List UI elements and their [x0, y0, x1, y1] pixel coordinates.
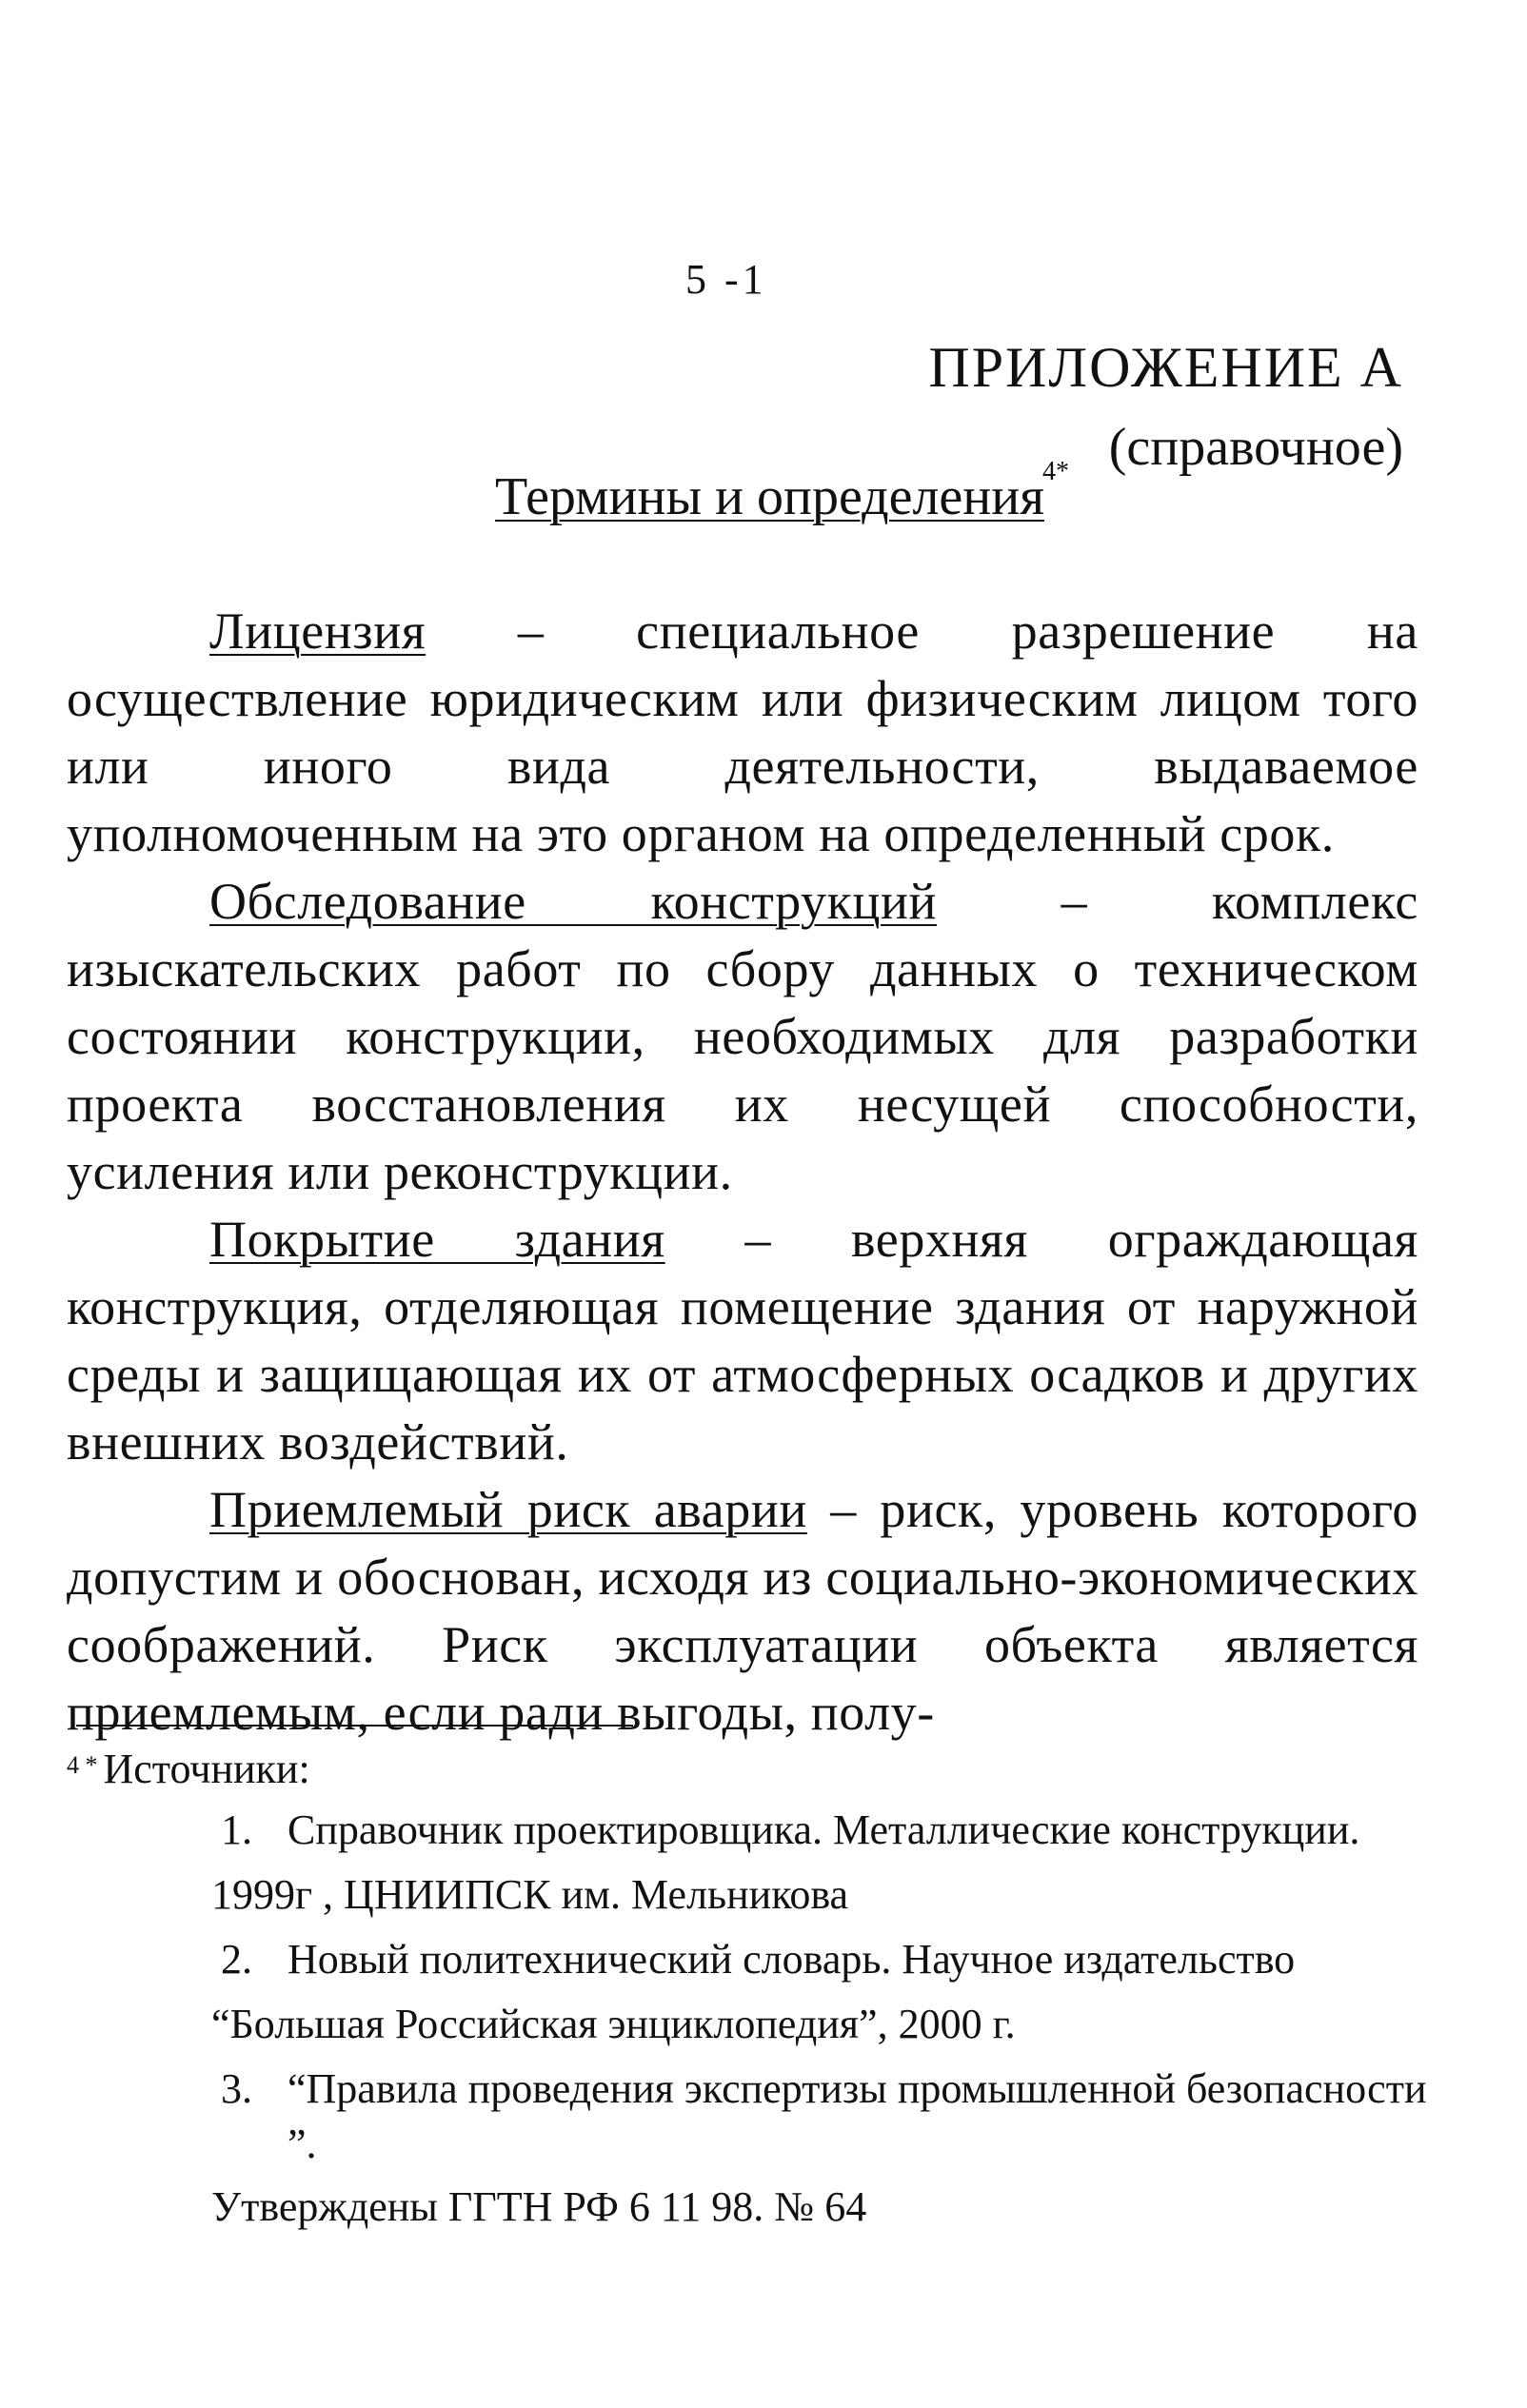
footnote-reference: 4* [1041, 457, 1069, 486]
definition-term: Покрытие здания [209, 1211, 665, 1268]
definition-text: – верхняя ограждающая конструкция, отделяющая помещение здания от наружной среды и защищающая их от атмосферных осадков и других внешних воздействий. [67, 1211, 1418, 1470]
definition-text: – риск, уровень которого допустим и обоснован, исходя из социально-экономических соображений. Риск эксплуатации объекта является приемлемым, если ради выгоды, полу- [67, 1481, 1419, 1741]
source-publisher: “Большая Российская энциклопедия”, 2000 г. [211, 2001, 1016, 2047]
source-item [67, 1932, 1430, 2052]
definition-term: Приемлемый риск аварии [209, 1481, 807, 1538]
definition-paragraph [67, 868, 1418, 1206]
definition-term: Обследование конструкций [209, 873, 937, 930]
definition-paragraph [67, 1206, 1418, 1476]
source-number: 3. [221, 2065, 252, 2112]
definition-term: Лицензия [209, 602, 426, 660]
definition-text: – комплекс изыскательских работ по сбору данных о техническом состоянии конструкции, необходимых для разработки проекта восстановления их несущей способности, усиления или реконструкции. [67, 873, 1418, 1200]
section-heading [495, 457, 1071, 527]
source-item [67, 2062, 1430, 2172]
source-number: 2. [221, 1936, 252, 1983]
footnote-marker: 4 * [67, 1751, 98, 1779]
definition-paragraph [67, 1476, 1418, 1747]
footnote-heading-text: Источники: [103, 1746, 310, 1792]
definition-text: – специальное разрешение на осуществление юридическим или физическим лицом того или иного вида деятельности, выдаваемое уполномоченным на это органом на определенный срок. [67, 602, 1418, 862]
appendix-title: ПРИЛОЖЕНИЕ А [928, 336, 1403, 399]
footnote-divider [76, 1725, 633, 1727]
source-text: Справочник проектировщика. Металлические конструкции. [288, 1806, 1360, 1853]
approval-note: Утверждены ГГТН РФ 6 11 98. № 64 [211, 2183, 867, 2230]
footnote-block [67, 1742, 1427, 2235]
section-heading-text: Термины и определения [495, 467, 1044, 526]
page-number: 5 -1 [685, 256, 767, 303]
definition-paragraph [67, 598, 1418, 868]
footnote-heading [67, 1742, 1418, 1797]
source-publisher: 1999г , ЦНИИПСК им. Мельникова [211, 1871, 849, 1918]
definitions-body [67, 598, 1418, 1747]
source-item [67, 1803, 1430, 1923]
source-text: “Правила проведения экспертизы промышленной безопасности ”. [288, 2065, 1427, 2167]
source-number: 1. [221, 1806, 252, 1853]
appendix-subtitle: (справочное) [1108, 418, 1403, 477]
sources-list [67, 1803, 1427, 2172]
source-text: Новый политехнический словарь. Научное издательство [288, 1936, 1296, 1983]
